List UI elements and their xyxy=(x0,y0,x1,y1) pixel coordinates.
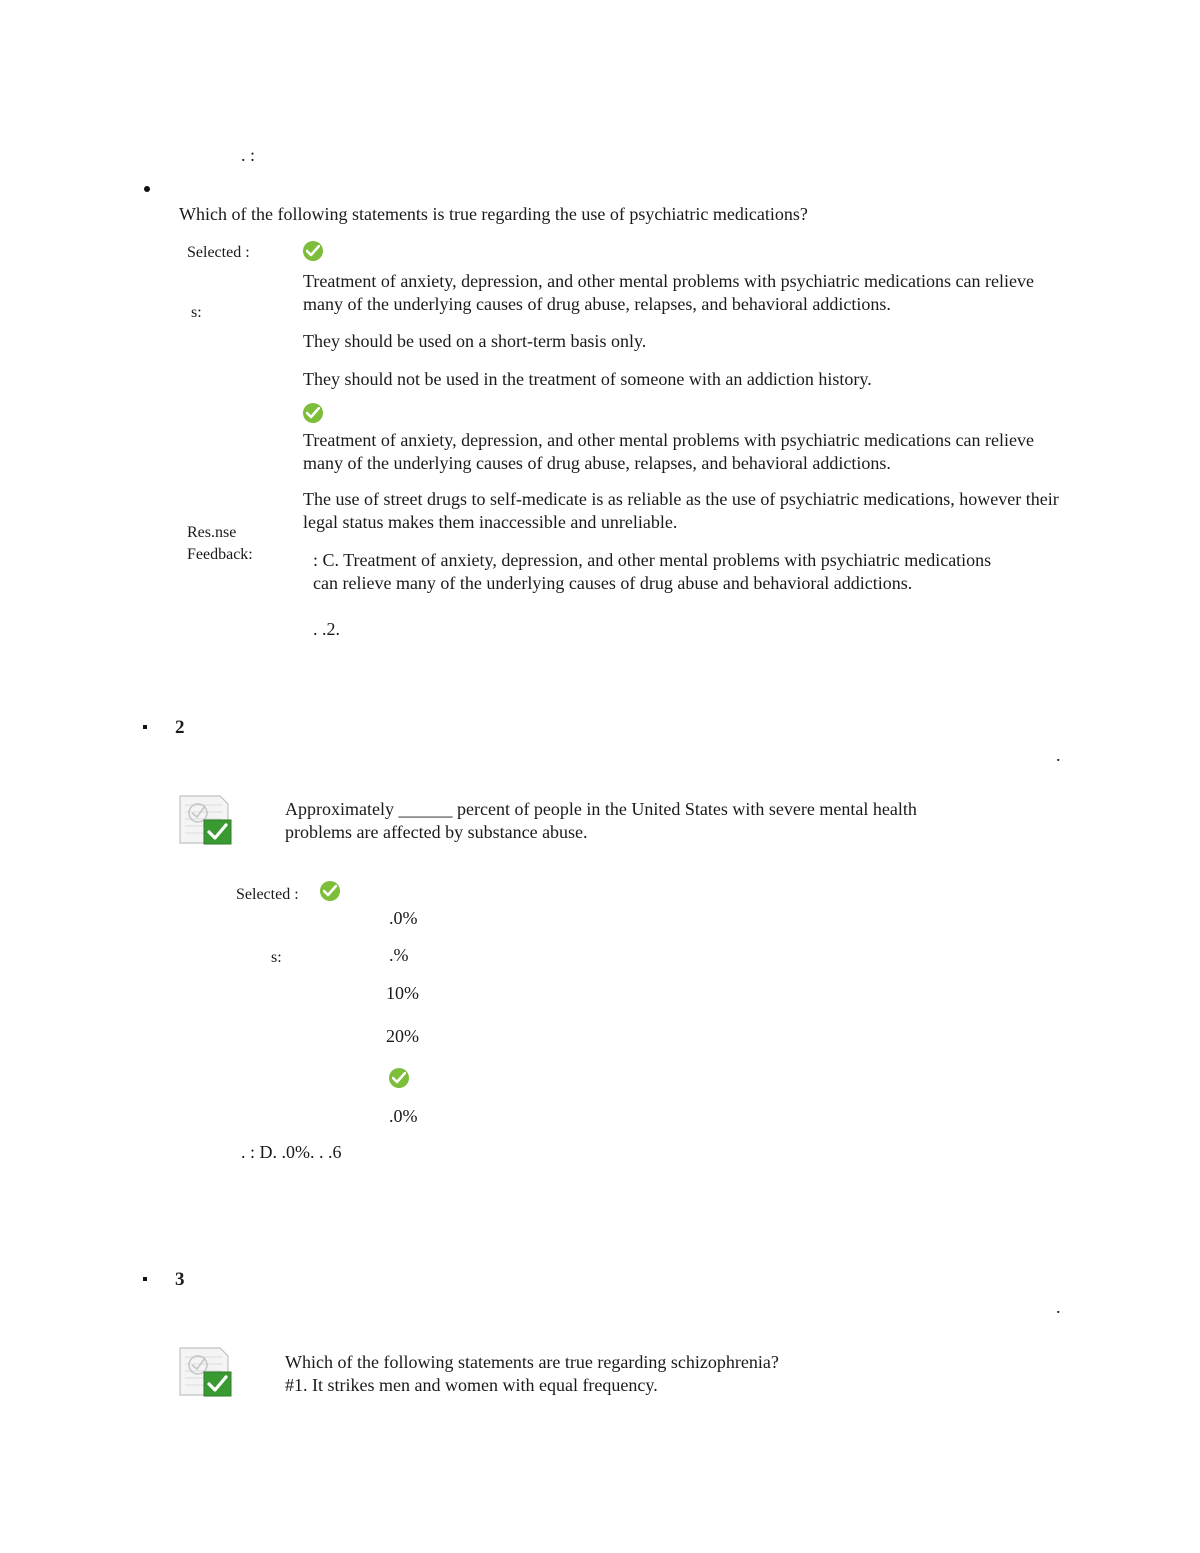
question-1-text: Which of the following statements is true regarding the use of psychiatric medications? xyxy=(179,204,808,224)
q1-feedback-label-1: Res.nse xyxy=(187,524,237,541)
q1-selected-label: Selected : xyxy=(187,244,250,261)
correct-check-icon xyxy=(320,881,340,901)
bullet-2 xyxy=(143,725,147,729)
q2-answers-label: s: xyxy=(271,949,282,966)
q1-option-b: They should not be used in the treatment of someone with an addiction history. xyxy=(303,369,872,389)
q1-selected-answer: Treatment of anxiety, depression, and other mental problems with psychiatric medications can relieve many of the underlying causes of drug abuse, relapses, and behavioral addictions. xyxy=(303,271,1034,314)
question-3-line-1: Which of the following statements are true regarding schizophrenia? xyxy=(285,1352,779,1372)
bullet-3 xyxy=(143,1277,147,1281)
q2-selected-answer: .0% xyxy=(389,908,418,928)
question-3-line-2: #1. It strikes men and women with equal frequency. xyxy=(285,1375,658,1395)
header-mark: . : xyxy=(241,145,256,165)
correct-check-icon xyxy=(303,403,323,423)
question-3-number: 3 xyxy=(175,1269,185,1290)
question-2-text: Approximately ______ percent of people in the United States with severe mental health problems are affected by substance abuse. xyxy=(285,799,917,842)
q1-feedback-label-2: Feedback: xyxy=(187,546,253,563)
q2-option-c: 20% xyxy=(386,1026,419,1046)
q2-corner-mark: . xyxy=(1056,745,1061,765)
q1-option-d: The use of street drugs to self-medicate is as reliable as the use of psychiatric medications, however their legal status makes them inaccessible and unreliable. xyxy=(303,489,1059,532)
q2-option-a: .% xyxy=(389,945,409,965)
q1-answers-label: s: xyxy=(191,304,202,321)
correct-check-icon xyxy=(303,241,323,261)
q2-option-d: .0% xyxy=(389,1106,418,1126)
q1-option-a: They should be used on a short-term basis only. xyxy=(303,331,647,351)
correct-check-icon xyxy=(389,1068,409,1088)
bullet-1 xyxy=(144,186,150,192)
q1-feedback-text: : C. Treatment of anxiety, depression, and other mental problems with psychiatric medications can relieve many of the underlying causes of drug abuse and behavioral addictions. xyxy=(313,550,992,593)
q1-option-c: Treatment of anxiety, depression, and other mental problems with psychiatric medications can relieve many of the underlying causes of drug abuse, relapses, and behavioral addictions. xyxy=(303,430,1034,473)
q1-feedback-ref: . .2. xyxy=(313,619,340,639)
q2-feedback: . : D. .0%. . .6 xyxy=(241,1142,342,1162)
correct-answer-icon xyxy=(178,1345,234,1399)
question-2-number: 2 xyxy=(175,717,185,738)
correct-answer-icon xyxy=(178,793,234,847)
q3-corner-mark: . xyxy=(1056,1297,1061,1317)
q2-selected-label: Selected : xyxy=(236,886,299,903)
q2-option-b: 10% xyxy=(386,983,419,1003)
